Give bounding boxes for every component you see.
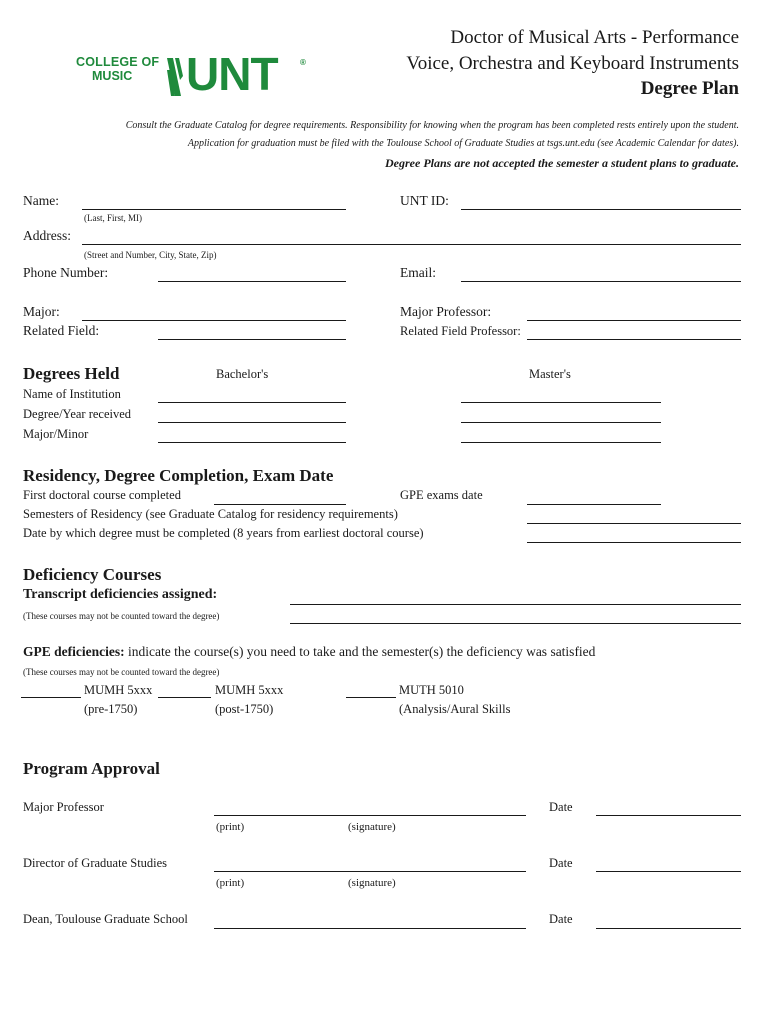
print-hint: (print): [216, 877, 245, 889]
degrees-held-heading: Degrees Held: [23, 364, 120, 383]
major-professor-date-label: Date: [549, 800, 573, 814]
course-desc-pre-1750: (pre-1750): [84, 702, 138, 716]
semesters-residency-field[interactable]: [527, 523, 741, 524]
title-instruments: Voice, Orchestra and Keyboard Instruments: [406, 53, 739, 74]
bachelor-institution-field[interactable]: [158, 402, 346, 403]
first-course-label: First doctoral course completed: [23, 488, 181, 502]
bachelor-column-header: Bachelor's: [216, 367, 269, 381]
mumh-post-1750-field[interactable]: [158, 697, 211, 698]
catalog-note: Consult the Graduate Catalog for degree requirements. Responsibility for knowing when the program has been completed rests entirely upon the student.: [125, 120, 739, 131]
unt-id-label: UNT ID:: [400, 193, 449, 208]
transcript-deficiencies-field-2[interactable]: [290, 623, 741, 624]
print-hint: (print): [216, 821, 245, 833]
address-label: Address:: [23, 228, 71, 243]
graduation-note: Application for graduation must be filed with the Toulouse School of Graduate Studies at tsgs.unt.edu (see Academic Calendar for dates).: [187, 138, 739, 149]
major-label: Major:: [23, 304, 60, 319]
course-desc-post-1750: (post-1750): [215, 702, 274, 716]
major-professor-date-field[interactable]: [596, 815, 741, 816]
phone-label: Phone Number:: [23, 265, 109, 280]
unt-id-field[interactable]: [461, 209, 741, 210]
major-field[interactable]: [82, 320, 346, 321]
first-course-field[interactable]: [214, 504, 346, 505]
residency-heading: Residency, Degree Completion, Exam Date: [23, 466, 334, 485]
unt-wordmark: UNT: [186, 48, 278, 100]
major-professor-approval-label: Major Professor: [23, 800, 104, 814]
dean-date-label: Date: [549, 912, 573, 926]
director-date-field[interactable]: [596, 871, 741, 872]
college-of-music-logo-line2: MUSIC: [92, 69, 133, 83]
signature-hint: (signature): [348, 821, 396, 833]
course-desc-analysis: (Analysis/Aural Skills: [399, 702, 511, 716]
course-code-muth: MUTH 5010: [399, 683, 464, 697]
transcript-deficiencies-field-1[interactable]: [290, 604, 741, 605]
master-major-minor-field[interactable]: [461, 442, 661, 443]
related-field-professor-label: Related Field Professor:: [400, 324, 521, 338]
major-professor-label: Major Professor:: [400, 304, 492, 319]
dean-approval-label: Dean, Toulouse Graduate School: [23, 912, 188, 926]
title-degree-plan: Degree Plan: [640, 78, 739, 99]
bachelor-degree-year-field[interactable]: [158, 422, 346, 423]
program-approval-heading: Program Approval: [23, 759, 160, 778]
master-degree-year-field[interactable]: [461, 422, 661, 423]
course-code-mumh-pre: MUMH 5xxx: [84, 683, 153, 697]
related-field-label: Related Field:: [23, 323, 100, 338]
major-professor-signature-field[interactable]: [214, 815, 526, 816]
title-degree: Doctor of Musical Arts - Performance: [450, 27, 739, 48]
gpe-deficiencies-text: indicate the course(s) you need to take and the semester(s) the deficiency was satisfied: [124, 644, 596, 659]
related-field-professor-field[interactable]: [527, 339, 741, 340]
address-hint: (Street and Number, City, State, Zip): [84, 250, 217, 260]
gpe-date-field[interactable]: [527, 504, 661, 505]
muth-5010-field[interactable]: [346, 697, 396, 698]
bachelor-major-minor-field[interactable]: [158, 442, 346, 443]
major-professor-field[interactable]: [527, 320, 741, 321]
completion-date-label: Date by which degree must be completed (8 years from earliest doctoral course): [23, 526, 424, 540]
dean-date-field[interactable]: [596, 928, 741, 929]
gpe-deficiencies-line: [23, 644, 595, 660]
college-of-music-logo-line1: COLLEGE OF: [76, 55, 160, 69]
signature-hint: (signature): [348, 877, 396, 889]
mumh-pre-1750-field[interactable]: [21, 697, 81, 698]
semesters-residency-label: Semesters of Residency (see Graduate Catalog for residency requirements): [23, 507, 398, 521]
address-field[interactable]: [82, 244, 741, 245]
registered-mark: ®: [300, 58, 306, 67]
completion-date-field[interactable]: [527, 542, 741, 543]
master-column-header: Master's: [529, 367, 571, 381]
master-institution-field[interactable]: [461, 402, 661, 403]
transcript-deficiencies-label: Transcript deficiencies assigned:: [23, 587, 218, 602]
transcript-deficiencies-note: (These courses may not be counted toward the degree): [23, 611, 220, 621]
gpe-deficiencies-note: (These courses may not be counted toward the degree): [23, 667, 220, 677]
unt-eagle-logo-icon: [165, 56, 185, 98]
name-label: Name:: [23, 193, 59, 208]
major-minor-label: Major/Minor: [23, 427, 89, 441]
dean-signature-field[interactable]: [214, 928, 526, 929]
gpe-date-label: GPE exams date: [400, 488, 483, 502]
course-code-mumh-post: MUMH 5xxx: [215, 683, 284, 697]
degree-plan-warning: Degree Plans are not accepted the semester a student plans to graduate.: [385, 156, 739, 170]
degree-year-label: Degree/Year received: [23, 407, 132, 421]
institution-label: Name of Institution: [23, 387, 121, 401]
director-signature-field[interactable]: [214, 871, 526, 872]
name-field[interactable]: [82, 209, 346, 210]
email-field[interactable]: [461, 281, 741, 282]
name-hint: (Last, First, MI): [84, 213, 142, 223]
deficiency-heading: Deficiency Courses: [23, 565, 162, 584]
gpe-deficiencies-label: GPE deficiencies:: [23, 644, 125, 659]
director-date-label: Date: [549, 856, 573, 870]
email-label: Email:: [400, 265, 436, 280]
director-approval-label: Director of Graduate Studies: [23, 856, 168, 870]
phone-field[interactable]: [158, 281, 346, 282]
related-field-field[interactable]: [158, 339, 346, 340]
